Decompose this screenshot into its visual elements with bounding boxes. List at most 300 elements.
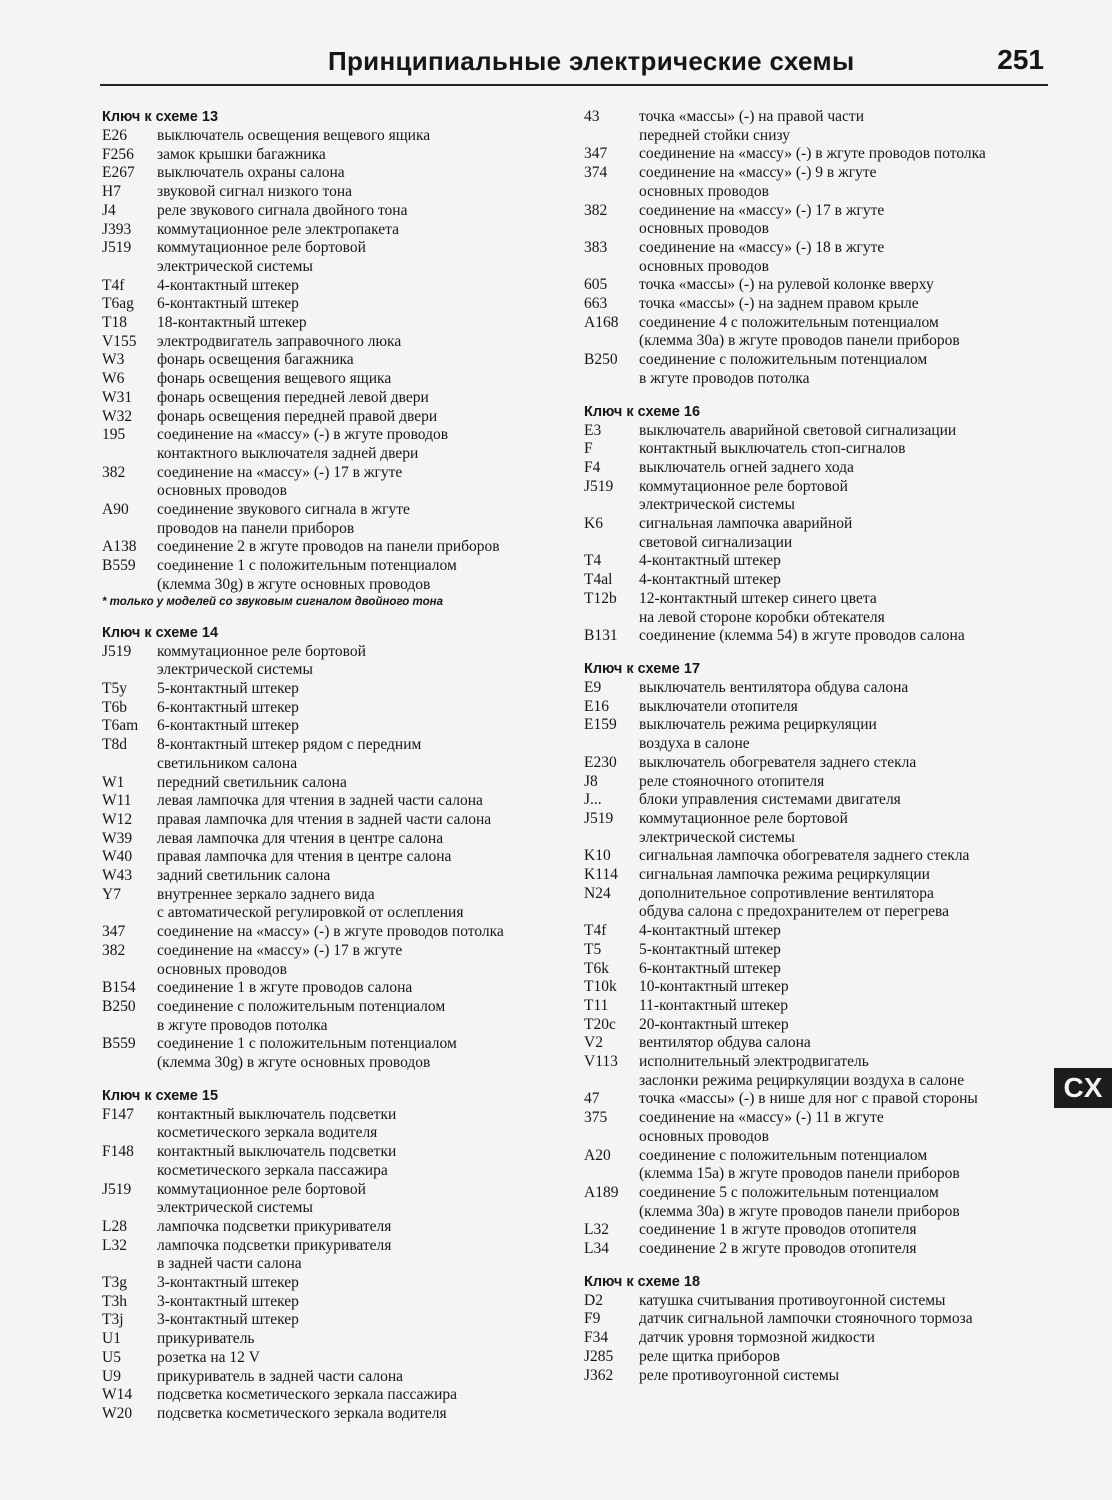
component-description: реле стояночного отопителя — [639, 772, 825, 790]
component-code: E3 — [584, 421, 602, 439]
legend-entry — [102, 333, 564, 352]
component-code: F256 — [102, 145, 134, 163]
component-code: T4al — [584, 571, 613, 589]
component-code — [102, 1255, 157, 1274]
component-description: на левой стороне коробки обтекателя — [639, 608, 885, 626]
component-description: внутреннее зеркало заднего вида — [157, 885, 375, 903]
component-description: прикуриватель в задней части салона — [157, 1367, 404, 1385]
component-code: T11 — [584, 996, 609, 1014]
component-description: выключатель освещения вещевого ящика — [157, 127, 431, 144]
component-code: A168 — [584, 313, 619, 331]
legend-entry — [102, 127, 564, 146]
component-description: коммутационное реле бортовой — [639, 477, 848, 495]
legend-entry — [102, 164, 564, 183]
component-description: точка «массы» (-) на заднем правом крыле — [639, 295, 919, 313]
component-description: коммутационное реле бортовой — [157, 239, 366, 257]
component-code: Y7 — [102, 885, 121, 903]
component-description: электродвигатель заправочного люка — [157, 332, 402, 350]
component-code: V2 — [584, 1034, 603, 1052]
component-description: проводов на панели приборов — [157, 519, 355, 537]
component-description: точка «массы» (-) на рулевой колонке вверху — [639, 276, 934, 294]
component-description: электрической системы — [157, 1199, 313, 1217]
component-description: левая лампочка для чтения в центре салона — [157, 829, 444, 847]
component-description: реле звукового сигнала двойного тона — [157, 201, 408, 219]
component-code — [102, 445, 157, 464]
component-description: электрической системы — [639, 828, 795, 846]
component-description: выключатели отопителя — [639, 697, 798, 715]
component-code: T3g — [102, 1274, 127, 1292]
component-description: дополнительное сопротивление вентилятора — [639, 884, 934, 902]
legend-entry — [584, 1090, 1046, 1109]
component-description: в задней части салона — [157, 1255, 302, 1273]
component-description: вентилятор обдува салона — [639, 1034, 811, 1052]
component-description: основных проводов — [157, 482, 287, 500]
component-description: прикуриватель — [157, 1330, 255, 1348]
component-code: T8d — [102, 736, 127, 754]
legend-entry — [102, 1181, 564, 1200]
component-code — [102, 1162, 157, 1181]
component-description: выключатель обогревателя заднего стекла — [639, 753, 917, 771]
component-description: косметического зеркала пассажира — [157, 1161, 388, 1179]
legend-entry — [102, 923, 564, 942]
legend-entry — [584, 773, 1046, 792]
legend-entry — [584, 202, 1046, 221]
legend-entry — [102, 792, 564, 811]
legend-entry — [584, 571, 1046, 590]
component-description: световой сигнализации — [639, 533, 793, 551]
component-code: T6k — [584, 959, 609, 977]
legend-entry — [584, 127, 1046, 146]
component-code: E267 — [102, 164, 135, 182]
component-code: U5 — [102, 1348, 121, 1366]
component-description: лампочка подсветки прикуривателя — [157, 1217, 392, 1235]
legend-entry — [584, 960, 1046, 979]
component-description: 8-контактный штекер рядом с передним — [157, 736, 422, 754]
component-code: N24 — [584, 884, 611, 902]
component-description: исполнительный электродвигатель — [639, 1053, 869, 1071]
component-description: соединение (клемма 54) в жгуте проводов салона — [639, 627, 965, 645]
component-code: B154 — [102, 979, 136, 997]
legend-entry — [102, 258, 564, 277]
component-description: соединение на «массу» (-) 18 в жгуте — [639, 238, 885, 256]
page-title: Принципиальные электрические схемы — [328, 46, 855, 76]
component-code: K6 — [584, 515, 603, 533]
component-code: F148 — [102, 1143, 134, 1161]
legend-entry — [584, 754, 1046, 773]
legend-entry — [584, 459, 1046, 478]
component-code: F147 — [102, 1105, 134, 1123]
component-code: L28 — [102, 1217, 127, 1235]
component-description: косметического зеркала водителя — [157, 1124, 378, 1142]
component-description: соединение 1 в жгуте проводов салона — [157, 979, 413, 997]
component-description: блоки управления системами двигателя — [639, 791, 901, 809]
component-description: соединение 4 с положительным потенциалом — [639, 313, 939, 331]
legend-entry — [584, 370, 1046, 389]
component-code — [102, 520, 157, 539]
component-code: B559 — [102, 557, 136, 575]
component-description: 20-контактный штекер — [639, 1015, 789, 1033]
legend-entry — [102, 699, 564, 718]
component-code: L34 — [584, 1240, 609, 1258]
legend-entry — [584, 478, 1046, 497]
component-description: электрической системы — [157, 661, 313, 679]
component-description: сигнальная лампочка режима рециркуляции — [639, 866, 930, 884]
component-description: фонарь освещения передней правой двери — [157, 407, 438, 425]
component-description: 3-контактный штекер — [157, 1274, 299, 1292]
left-column — [102, 108, 564, 1438]
section-title: Ключ к схеме 16 — [584, 403, 701, 420]
component-description: соединение 2 в жгуте проводов на панели приборов — [157, 538, 500, 556]
component-description: электрической системы — [157, 257, 313, 275]
section-title: Ключ к схеме 13 — [102, 109, 219, 125]
component-code: 383 — [584, 238, 608, 256]
component-description: точка «массы» (-) на правой части — [639, 108, 864, 125]
component-description: обдува салона с предохранителем от перегрева — [639, 903, 949, 921]
component-code: A20 — [584, 1146, 611, 1164]
component-description: основных проводов — [157, 960, 287, 978]
legend-entry — [102, 314, 564, 333]
page-number: 251 — [997, 44, 1044, 75]
legend-entry — [584, 1109, 1046, 1128]
component-code — [584, 332, 639, 351]
legend-entry — [584, 220, 1046, 239]
component-description: правая лампочка для чтения в центре салона — [157, 848, 452, 866]
legend-section — [102, 108, 564, 610]
legend-entry — [584, 440, 1046, 459]
component-code — [102, 258, 157, 277]
component-code: T5y — [102, 679, 127, 697]
component-description: контактный выключатель подсветки — [157, 1105, 397, 1123]
component-code: T18 — [102, 314, 127, 332]
component-description: соединение с положительным потенциалом — [639, 1146, 928, 1164]
component-description: выключатель режима рециркуляции — [639, 716, 877, 734]
component-description: с автоматической регулировкой от ослепления — [157, 904, 464, 922]
legend-entry — [102, 408, 564, 427]
legend-section — [102, 624, 564, 1073]
component-code — [584, 1203, 639, 1222]
legend-entry — [102, 1162, 564, 1181]
component-description: фонарь освещения вещевого ящика — [157, 370, 392, 388]
legend-entry — [102, 1311, 564, 1330]
component-code — [102, 904, 157, 923]
component-description: 18-контактный штекер — [157, 314, 307, 332]
component-description: контактный выключатель подсветки — [157, 1143, 397, 1161]
legend-entry — [102, 277, 564, 296]
legend-entry — [102, 1218, 564, 1237]
legend-entry — [584, 941, 1046, 960]
component-code: T4f — [584, 922, 607, 940]
component-code: T6ag — [102, 295, 134, 313]
component-code — [584, 258, 639, 277]
component-description: коммутационное реле электропакета — [157, 220, 399, 238]
legend-entry — [584, 978, 1046, 997]
component-code: A189 — [584, 1183, 619, 1201]
component-code: 382 — [584, 201, 608, 219]
component-description: реле щитка приборов — [639, 1347, 780, 1365]
component-description: датчик уровня тормозной жидкости — [639, 1329, 875, 1347]
component-description: 4-контактный штекер — [639, 571, 781, 589]
legend-entry — [584, 515, 1046, 534]
legend-entry — [102, 1405, 564, 1424]
component-description: коммутационное реле бортовой — [157, 642, 366, 660]
component-code — [584, 183, 639, 202]
component-description: 3-контактный штекер — [157, 1292, 299, 1310]
legend-entry — [102, 717, 564, 736]
legend-entry — [584, 295, 1046, 314]
legend-entry — [102, 811, 564, 830]
component-description: левая лампочка для чтения в задней части салона — [157, 792, 483, 810]
component-description: сигнальная лампочка обогревателя заднего стекла — [639, 847, 970, 865]
legend-entry — [102, 370, 564, 389]
legend-entry — [584, 164, 1046, 183]
component-code: 47 — [584, 1090, 600, 1108]
component-code: W14 — [102, 1386, 133, 1404]
legend-entry — [584, 1203, 1046, 1222]
legend-entry — [102, 202, 564, 221]
legend-entry — [584, 997, 1046, 1016]
component-description: лампочка подсветки прикуривателя — [157, 1236, 392, 1254]
component-description: 12-контактный штекер синего цвета — [639, 589, 877, 607]
component-description: контактного выключателя задней двери — [157, 444, 419, 462]
legend-entry — [584, 276, 1046, 295]
component-description: светильником салона — [157, 754, 298, 772]
component-code: T3j — [102, 1311, 124, 1329]
component-code — [584, 370, 639, 389]
legend-entry — [102, 538, 564, 557]
component-code — [584, 829, 639, 848]
legend-entry — [584, 1221, 1046, 1240]
component-description: 5-контактный штекер — [157, 679, 299, 697]
legend-entry — [102, 867, 564, 886]
legend-entry — [102, 661, 564, 680]
component-code: K10 — [584, 847, 611, 865]
legend-entry — [584, 1240, 1046, 1259]
component-code: J519 — [102, 642, 132, 660]
legend-entry — [102, 1237, 564, 1256]
component-description: (клемма 15а) в жгуте проводов панели приборов — [639, 1165, 960, 1183]
legend-entry — [102, 557, 564, 576]
legend-entry — [584, 496, 1046, 515]
legend-entry — [584, 534, 1046, 553]
component-description: основных проводов — [639, 220, 769, 238]
legend-entry — [584, 847, 1046, 866]
component-description: выключатель аварийной световой сигнализации — [639, 421, 957, 439]
component-code: D2 — [584, 1291, 603, 1309]
component-code — [102, 1124, 157, 1143]
component-code: T4 — [584, 552, 602, 570]
component-code — [102, 1199, 157, 1218]
legend-entry — [584, 1367, 1046, 1386]
component-code: L32 — [102, 1236, 127, 1254]
legend-entry — [102, 482, 564, 501]
component-description: подсветка косметического зеркала водителя — [157, 1405, 447, 1422]
component-description: фонарь освещения передней левой двери — [157, 388, 429, 406]
component-code: A138 — [102, 538, 137, 556]
legend-entry — [102, 1386, 564, 1405]
legend-entry — [102, 1274, 564, 1293]
component-description: контактный выключатель стоп-сигналов — [639, 440, 906, 458]
component-code: J393 — [102, 220, 132, 238]
section-title: Ключ к схеме 17 — [584, 660, 701, 677]
legend-entry — [584, 609, 1046, 628]
legend-entry — [102, 183, 564, 202]
legend-entry — [584, 1329, 1046, 1348]
component-description: 10-контактный штекер — [639, 978, 789, 996]
component-description: подсветка косметического зеркала пассажира — [157, 1386, 458, 1404]
legend-entry — [584, 698, 1046, 717]
component-description: соединение на «массу» (-) 9 в жгуте — [639, 164, 877, 182]
legend-entry — [584, 829, 1046, 848]
component-code — [584, 1128, 639, 1147]
legend-entry — [102, 1293, 564, 1312]
component-description: 11-контактный штекер — [639, 996, 789, 1014]
component-description: 6-контактный штекер — [157, 717, 299, 735]
legend-entry — [102, 1349, 564, 1368]
component-code: T3h — [102, 1292, 127, 1310]
legend-entry — [102, 1124, 564, 1143]
component-description: 4-контактный штекер — [157, 276, 299, 294]
component-code: F34 — [584, 1329, 609, 1347]
component-code: T10k — [584, 978, 617, 996]
component-code: H7 — [102, 183, 121, 201]
component-description: соединение звукового сигнала в жгуте — [157, 501, 410, 519]
component-code: W31 — [102, 388, 133, 406]
component-code — [584, 1072, 639, 1091]
component-description: соединение 5 с положительным потенциалом — [639, 1183, 939, 1201]
component-description: датчик сигнальной лампочки стояночного тормоза — [639, 1310, 973, 1328]
component-description: 6-контактный штекер — [639, 959, 781, 977]
component-code: W32 — [102, 407, 133, 425]
component-code: J362 — [584, 1366, 614, 1384]
component-code: V113 — [584, 1053, 618, 1071]
component-code: T20c — [584, 1015, 616, 1033]
legend-entry — [102, 1368, 564, 1387]
component-code: T4f — [102, 276, 125, 294]
legend-entry — [102, 848, 564, 867]
legend-entry — [584, 679, 1046, 698]
component-description: соединение с положительным потенциалом — [157, 997, 446, 1015]
component-code: F4 — [584, 458, 601, 476]
component-description: соединение на «массу» (-) в жгуте проводов потолка — [157, 923, 504, 941]
component-code: J285 — [584, 1347, 614, 1365]
component-code: F — [584, 440, 593, 458]
component-description: задний светильник салона — [157, 867, 331, 885]
legend-entry — [584, 1184, 1046, 1203]
component-description: основных проводов — [639, 182, 769, 200]
legend-entry — [102, 445, 564, 464]
legend-entry — [102, 146, 564, 165]
component-code: J4 — [102, 201, 116, 219]
component-description: основных проводов — [639, 1127, 769, 1145]
legend-entry — [584, 1348, 1046, 1367]
component-code: W11 — [102, 792, 132, 810]
legend-entry — [584, 866, 1046, 885]
legend-entry — [102, 886, 564, 905]
component-code: J519 — [102, 239, 132, 257]
component-code: B559 — [102, 1035, 136, 1053]
page-header — [100, 44, 1048, 86]
component-code: W39 — [102, 829, 133, 847]
component-code — [102, 661, 157, 680]
legend-entry — [102, 239, 564, 258]
legend-entry — [584, 145, 1046, 164]
legend-entry — [102, 1255, 564, 1274]
component-code: 382 — [102, 463, 126, 481]
component-code: J519 — [584, 477, 614, 495]
component-code: A90 — [102, 501, 129, 519]
component-code: 43 — [584, 108, 600, 125]
legend-entry — [584, 903, 1046, 922]
component-description: (клемма 30а) в жгуте проводов панели приборов — [639, 1202, 960, 1220]
legend-section — [102, 1087, 564, 1424]
section-title: Ключ к схеме 15 — [102, 1087, 219, 1104]
legend-entry — [102, 426, 564, 445]
component-code — [584, 903, 639, 922]
component-code: W20 — [102, 1405, 133, 1422]
legend-entry — [584, 590, 1046, 609]
legend-entry — [584, 885, 1046, 904]
component-code — [102, 961, 157, 980]
legend-entry — [102, 520, 564, 539]
component-code: L32 — [584, 1221, 609, 1239]
legend-entry — [102, 1199, 564, 1218]
component-code: W40 — [102, 848, 133, 866]
legend-entry — [102, 464, 564, 483]
legend-entry — [102, 774, 564, 793]
component-description: выключатель огней заднего хода — [639, 458, 854, 476]
legend-entry — [584, 922, 1046, 941]
component-code: J... — [584, 791, 602, 809]
component-description: соединение на «массу» (-) 11 в жгуте — [639, 1109, 884, 1127]
legend-section — [584, 660, 1046, 1259]
legend-entry — [102, 1017, 564, 1036]
component-code: B250 — [584, 351, 618, 369]
legend-entry — [584, 1292, 1046, 1311]
component-code: K114 — [584, 866, 618, 884]
component-code — [102, 482, 157, 501]
component-code: 605 — [584, 276, 608, 294]
legend-entry — [584, 108, 1046, 127]
legend-entry — [102, 680, 564, 699]
component-description: 4-контактный штекер — [639, 922, 781, 940]
legend-entry — [102, 1035, 564, 1054]
footnote: * только у моделей со звуковым сигналом двойного тона — [102, 595, 443, 608]
legend-entry — [102, 221, 564, 240]
legend-entry — [584, 1310, 1046, 1329]
legend-entry — [584, 422, 1046, 441]
component-description: (клемма 30g) в жгуте основных проводов — [157, 575, 431, 593]
legend-entry — [584, 1165, 1046, 1184]
component-description: соединение на «массу» (-) 17 в жгуте — [639, 201, 885, 219]
component-code: W12 — [102, 810, 133, 828]
legend-entry — [102, 830, 564, 849]
component-code: E159 — [584, 716, 617, 734]
legend-entry — [102, 643, 564, 662]
component-description: сигнальная лампочка аварийной — [639, 515, 853, 533]
component-description: катушка считывания противоугонной системы — [639, 1291, 946, 1309]
component-description: соединение 1 с положительным потенциалом — [157, 1035, 457, 1053]
legend-entry — [584, 183, 1046, 202]
legend-entry — [102, 755, 564, 774]
legend-entry — [102, 1054, 564, 1073]
component-description: воздуха в салоне — [639, 735, 750, 753]
legend-entry — [584, 351, 1046, 370]
legend-entry — [102, 576, 564, 595]
legend-entry — [584, 1053, 1046, 1072]
section-tab: CX — [1054, 1068, 1112, 1108]
component-code: E9 — [584, 678, 602, 696]
component-description: коммутационное реле бортовой — [157, 1180, 366, 1198]
